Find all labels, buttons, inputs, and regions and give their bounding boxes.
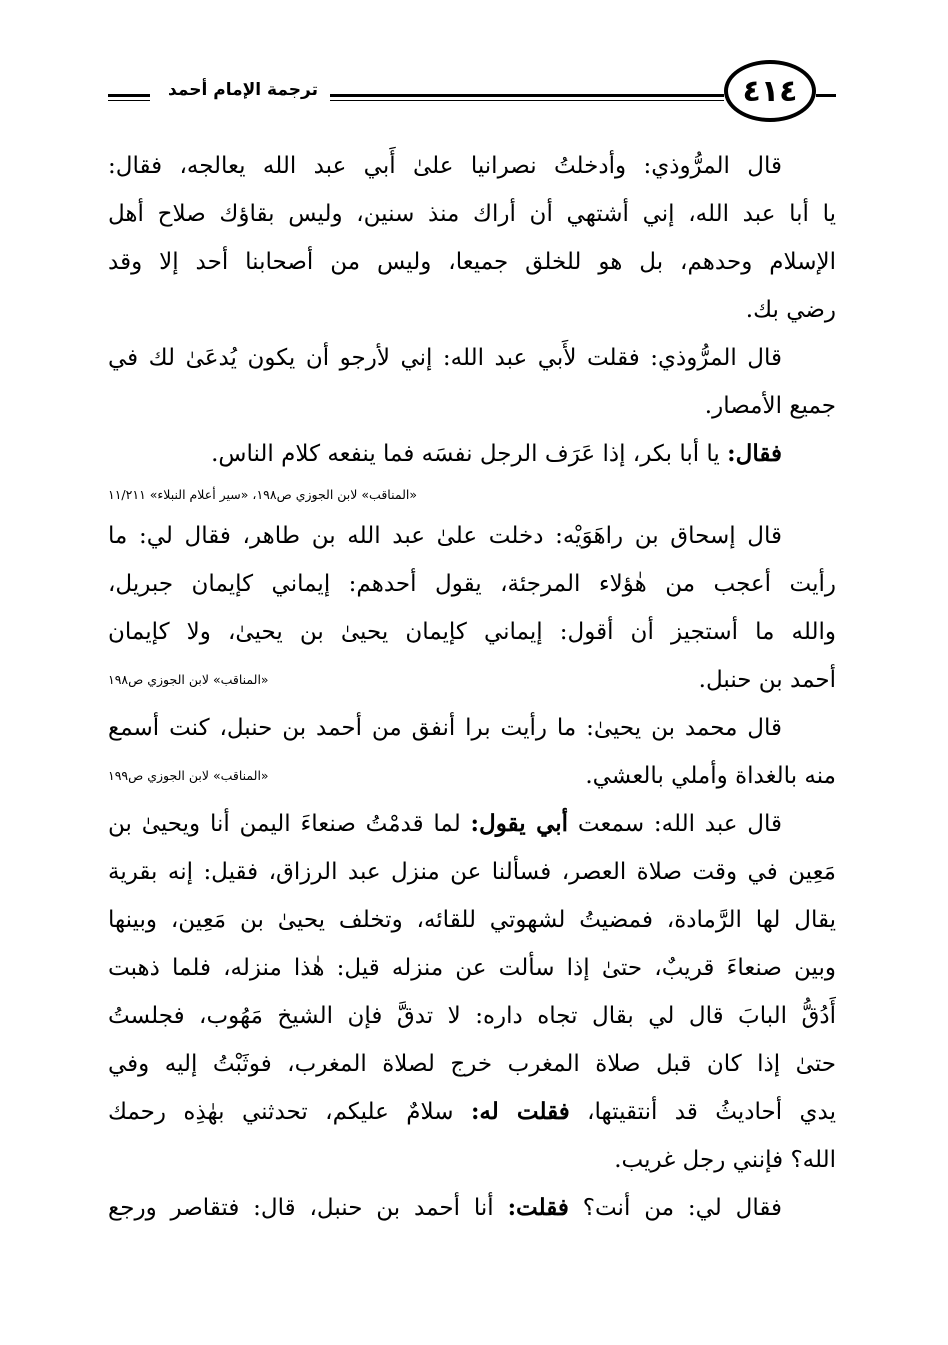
text-span: يدي أحاديثُ قد أنتقيتها، bbox=[587, 1099, 836, 1125]
bold-lead: فقال: bbox=[727, 440, 782, 467]
text-line: حتىٰ إذا كان قبل صلاة المغرب خرج لصلاة المغرب، فوثَبْتُ إليه وفي bbox=[108, 1051, 836, 1077]
text-line: أَدُقُّ البابَ قال لي بقال تجاه داره: لا تدقَّ فإن الشيخ مَهُوب، فجلستُ bbox=[108, 1003, 836, 1029]
text-span: أحمد بن حنبل. bbox=[698, 667, 836, 693]
bold-phrase: فقلت له: bbox=[470, 1098, 570, 1125]
text-line: يا أبا عبد الله، إني أشتهي أن أراك منذ سنين، وليس بقاؤك صلاح أهل bbox=[108, 201, 836, 227]
text-line: قال المرُّوذي: وأدخلتُ نصرانيا علىٰ أَبي عبد الله يعالجه، فقال: bbox=[108, 153, 782, 179]
header-rule-left bbox=[108, 94, 150, 97]
text-line bbox=[108, 430, 836, 478]
text-line: يقال لها الرَّمادة، فمضيتُ لشهوتي للقائه، وتخلف يحيىٰ بن مَعِين، وبينها bbox=[108, 907, 836, 933]
citation: «المناقب» لابن الجوزي ص١٩٩ bbox=[108, 768, 269, 783]
text-line: الإسلام وحدهم، بل هو للخلق جميعا، وليس من أصحابنا أحد إلا وقد bbox=[108, 249, 836, 275]
text-span: قال عبد الله: سمعت bbox=[577, 811, 783, 837]
page-header bbox=[108, 54, 836, 134]
text-line: قال إسحاق بن راهَوَيْه: دخلت علىٰ عبد الله بن طاهر، فقال لي: ما bbox=[108, 523, 782, 549]
page-number: ٤١٤ bbox=[742, 73, 798, 109]
citation: «المناقب» لابن الجوزي ص١٩٨، «سير أعلام النبلاء» ١١/٢١١ bbox=[108, 487, 418, 502]
text-line bbox=[108, 1088, 836, 1136]
header-rule-middle bbox=[330, 94, 724, 97]
text-line: رأيت أعجب من هٰؤلاء المرجئة، يقول أحدهم: إيماني كإيمان جبريل، bbox=[108, 571, 836, 597]
page-body bbox=[108, 142, 836, 1232]
text-span: فقال لي: من أنت؟ bbox=[582, 1195, 783, 1221]
text-line-with-citation bbox=[108, 752, 836, 800]
text-span: يا أبا بكر، إذا عَرَف الرجل نفسَه فما ينفعه كلام الناس. bbox=[211, 441, 720, 467]
text-span: سلامٌ عليكم، تحدثني بهٰذِه رحمك bbox=[108, 1099, 454, 1125]
text-line: مَعِين في وقت صلاة العصر، فسألنا عن منزل عبد الرزاق، فقيل: إنه بقرية bbox=[108, 859, 836, 885]
text-line: رضي بك. bbox=[745, 297, 836, 323]
running-title: ترجمة الإمام أحمد bbox=[156, 80, 330, 100]
text-line: وبين صنعاءَ قريبٌ، حتىٰ إذا سألت عن منزله قيل: هٰذا منزله، فلما ذهبت bbox=[108, 955, 836, 981]
text-line-with-citation bbox=[108, 656, 836, 704]
text-span: منه بالغداة وأملي بالعشي. bbox=[585, 763, 836, 789]
bold-phrase: فقلت: bbox=[507, 1194, 569, 1221]
header-rule-middle-thin bbox=[330, 100, 724, 101]
text-span: أنا أحمد بن حنبل، قال: فتقاصر ورجع bbox=[108, 1195, 494, 1221]
page-number-badge bbox=[724, 60, 816, 122]
text-line bbox=[108, 800, 836, 848]
text-line: الله؟ فإنني رجل غريب. bbox=[614, 1147, 836, 1173]
text-span: لما قدمْتُ صنعاءَ اليمن أنا ويحيىٰ بن bbox=[108, 811, 461, 837]
text-line bbox=[108, 1184, 836, 1232]
text-line: قال محمد بن يحيىٰ: ما رأيت برا أنفق من أحمد بن حنبل، كنت أسمع bbox=[108, 715, 782, 741]
text-line: والله ما أستجيز أن أقول: إيماني كإيمان يحيىٰ بن يحيىٰ، ولا كإيمان bbox=[108, 619, 836, 645]
text-line: جميع الأمصار. bbox=[704, 393, 836, 419]
header-rule-left-thin bbox=[108, 100, 150, 101]
citation: «المناقب» لابن الجوزي ص١٩٨ bbox=[108, 672, 269, 687]
text-line: قال المرُّوذي: فقلت لأَبي عبد الله: إني لأرجو أن يكون يُدعَىٰ لك في bbox=[108, 345, 782, 371]
header-rule-right bbox=[816, 94, 836, 97]
bold-phrase: أبي يقول: bbox=[470, 810, 569, 837]
